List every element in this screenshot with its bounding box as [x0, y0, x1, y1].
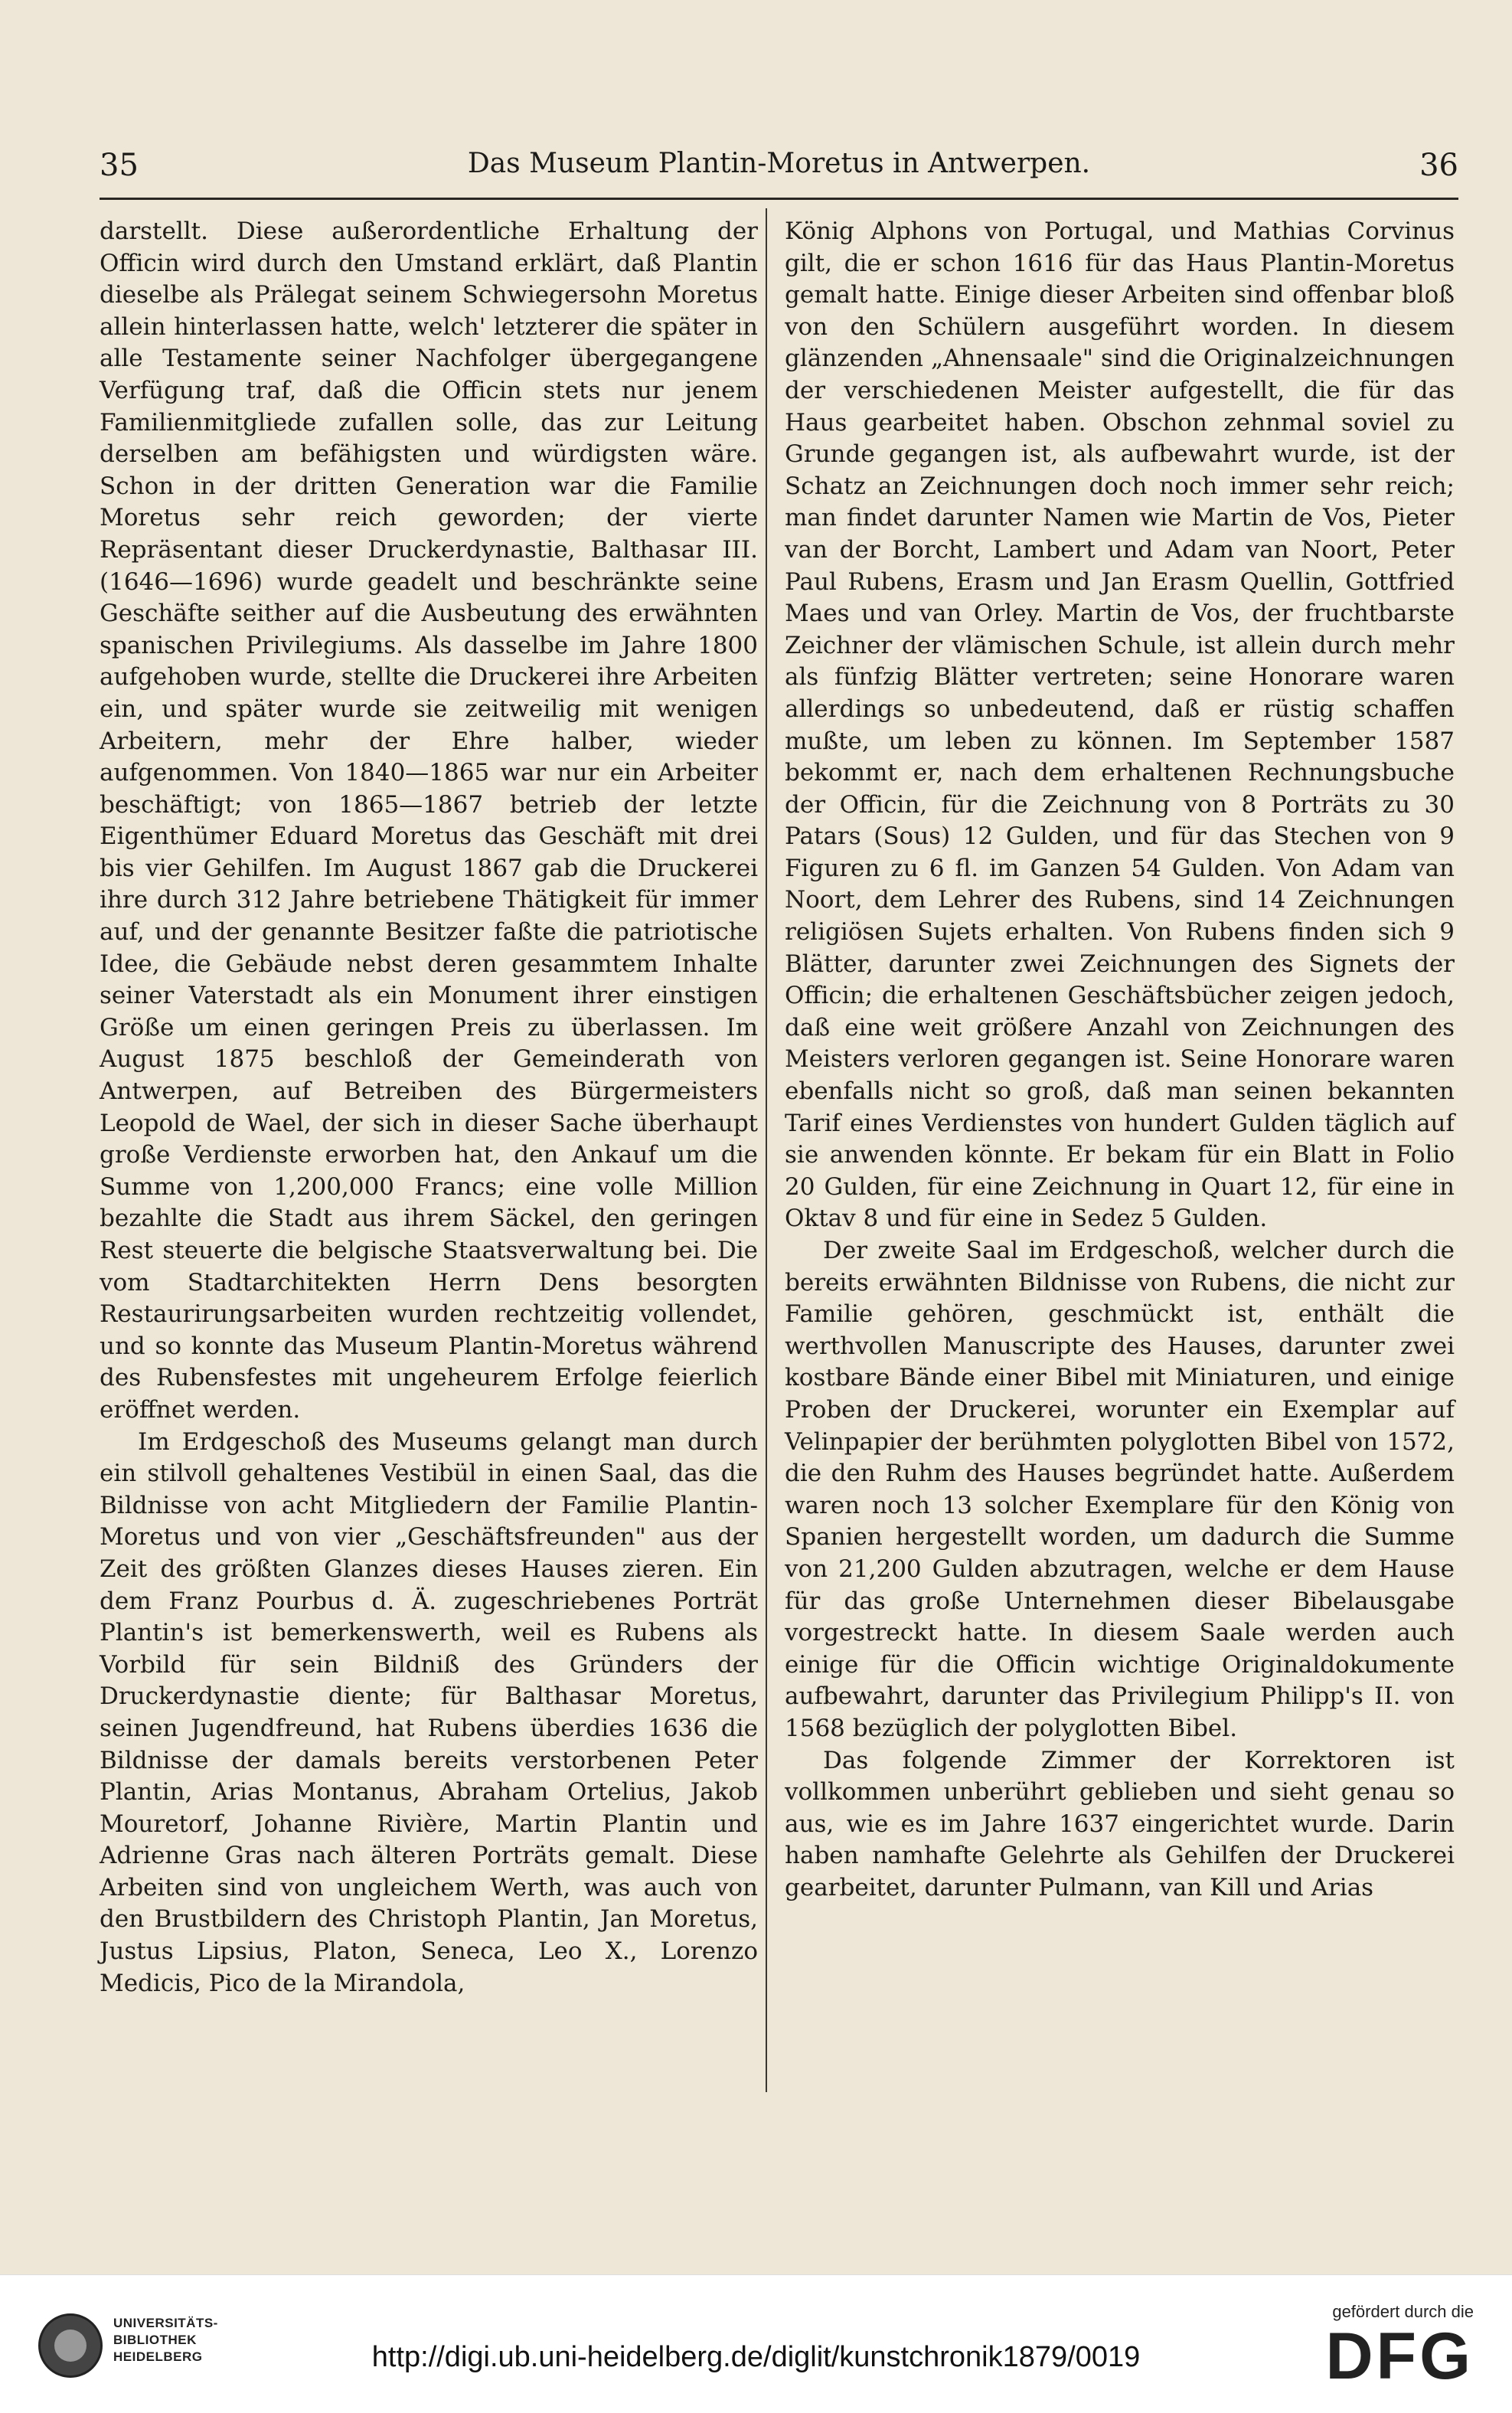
- column-divider: [766, 208, 767, 2092]
- source-url-link[interactable]: http://digi.ub.uni-heidelberg.de/diglit/kunstchronik1879/0019: [371, 2341, 1141, 2373]
- dfg-logo: DFG: [1325, 2320, 1474, 2393]
- left-paragraph-2: Im Erdgeschoß des Museums gelangt man durch ein stilvoll gehaltenes Vestibül in einen Saal, das die Bildnisse von acht Mitgliedern der Familie Plantin-Moretus und von vier „Geschäftsfreunden" aus der Zeit des größten Glanzes dieses Hauses zieren. Ein dem Franz Pourbus d. Ä. zugeschriebenes Porträt Plantin's ist bemerkenswerth, weil es Rubens als Vorbild für sein Bildniß des Gründers der Druckerdynastie diente; für Balthasar Moretus, seinen Jugendfreund, hat Rubens überdies 1636 die Bildnisse der damals bereits verstorbenen Peter Plantin, Arias Montanus, Abraham Ortelius, Jakob Mouretorf, Johanne Rivière, Martin Plantin und Adrienne Gras nach älteren Porträts gemalt. Diese Arbeiten sind von ungleichem Werth, was auch von den Brustbildern des Christoph Plantin, Jan Moretus, Justus Lipsius, Platon, Seneca, Leo X., Lorenzo Medicis, Pico de la Mirandola,: [100, 1427, 758, 1997]
- running-header: [100, 142, 1458, 188]
- left-paragraph-1: darstellt. Diese außerordentliche Erhaltung der Officin wird durch den Umstand erklärt, daß Plantin dieselbe als Prälegat seinem Schwiegersohn Moretus allein hinterlassen hatte, welch' letzterer die später in alle Testamente seiner Nachfolger übergegangene Verfügung traf, daß die Officin stets nur jenem Familienmitgliede zufallen solle, das zur Leitung derselben am befähigsten und würdigsten wäre. Schon in der dritten Generation war die Familie Moretus sehr reich geworden; der vierte Repräsentant dieser Druckerdynastie, Balthasar III. (1646—1696) wurde geadelt und beschränkte seine Geschäfte seither auf die Ausbeutung des erwähnten spanischen Privilegiums. Als dasselbe im Jahre 1800 aufgehoben wurde, stellte die Druckerei ihre Arbeiten ein, und später wurde sie zeitweilig mit wenigen Arbeitern, mehr der Ehre halber, wieder aufgenommen. Von 1840—1865 war nur ein Arbeiter beschäftigt; von 1865—1867 betrieb der letzte Eigenthümer Eduard Moretus das Geschäft mit drei bis vier Gehilfen. Im August 1867 gab die Druckerei ihre durch 312 Jahre betriebene Thätigkeit für immer auf, und der genannte Besitzer faßte die patriotische Idee, die Gebäude nebst deren gesammtem Inhalte seiner Vaterstadt als ein Monument ihrer einstigen Größe um einen geringen Preis zu überlassen. Im August 1875 beschloß der Gemeinderath von Antwerpen, auf Betreiben des Bürgermeisters Leopold de Wael, der sich in dieser Sache überhaupt große Verdienste erworben hat, den Ankauf um die Summe von 1,200,000 Francs; eine volle Million bezahlte die Stadt aus ihrem Säckel, den geringen Rest steuerte die belgische Staatsverwaltung bei. Die vom Stadtarchitekten Herrn Dens besorgten Restaurirungsarbeiten wurden rechtzeitig vollendet, und so konnte das Museum Plantin-Moretus während des Rubensfestes mit ungeheurem Erfolge feierlich eröffnet werden.: [100, 217, 758, 1424]
- page-number-left: 35: [100, 148, 139, 183]
- library-name: UNIVERSITÄTS- BIBLIOTHEK HEIDELBERG: [113, 2316, 218, 2364]
- funding-logo: [1244, 2302, 1474, 2394]
- header-rule: [100, 198, 1458, 200]
- left-column: [100, 216, 758, 1999]
- right-column: [785, 216, 1455, 1904]
- right-paragraph-3: Das folgende Zimmer der Korrektoren ist vollkommen unberührt geblieben und sieht genau so aus, wie es im Jahre 1637 eingerichtet wurde. Darin haben namhafte Gelehrte als Gehilfen der Druckerei gearbeitet, darunter Pulmann, van Kill und Arias: [785, 1746, 1455, 1901]
- footer-bar: [0, 2274, 1512, 2413]
- running-title: Das Museum Plantin-Moretus in Antwerpen.: [467, 148, 1091, 179]
- funding-caption: gefördert durch die: [1332, 2302, 1474, 2321]
- page-number-right: 36: [1419, 148, 1458, 183]
- right-paragraph-2: Der zweite Saal im Erdgeschoß, welcher durch die bereits erwähnten Bildnisse von Rubens, die nicht zur Familie gehören, geschmückt ist, enthält die werthvollen Manuscripte des Hauses, darunter zwei kostbare Bände einer Bibel mit Miniaturen, und einige Proben der Druckerei, worunter ein Exemplar auf Velinpapier der berühmten polyglotten Bibel von 1572, die den Ruhm des Hauses begründet hatte. Außerdem waren noch 13 solcher Exemplare für den König von Spanien hergestellt worden, um dadurch die Summe von 21,200 Gulden abzutragen, welche er dem Hause für das große Unternehmen dieser Bibelausgabe vorgestreckt hatte. In diesem Saale werden auch einige für die Officin wichtige Originaldokumente aufbewahrt, darunter das Privilegium Philipp's II. von 1568 bezüglich der polyglotten Bibel.: [785, 1237, 1455, 1742]
- right-paragraph-1: König Alphons von Portugal, und Mathias Corvinus gilt, die er schon 1616 für das Haus Plantin-Moretus gemalt hatte. Einige dieser Arbeiten sind offenbar bloß von den Schülern ausgeführt worden. In diesem glänzenden „Ahnensaale" sind die Originalzeichnungen der verschiedenen Meister aufgestellt, die für das Haus gearbeitet haben. Obschon zehnmal soviel zu Grunde gegangen ist, als aufbewahrt wurde, ist der Schatz an Zeichnungen doch noch immer sehr reich; man findet darunter Namen wie Martin de Vos, Pieter van der Borcht, Lambert und Adam van Noort, Peter Paul Rubens, Erasm und Jan Erasm Quellin, Gottfried Maes und van Orley. Martin de Vos, der fruchtbarste Zeichner der vlämischen Schule, ist allein durch mehr als fünfzig Blätter vertreten; seine Honorare waren allerdings so unbedeutend, daß er rüstig schaffen mußte, um leben zu können. Im September 1587 bekommt er, nach dem erhaltenen Rechnungsbuche der Officin, für die Zeichnung von 8 Porträts zu 30 Patars (Sous) 12 Gulden, und für das Stechen von 9 Figuren zu 6 fl. im Ganzen 54 Gulden. Von Adam van Noort, dem Lehrer des Rubens, sind 14 Zeichnungen religiösen Sujets erhalten. Von Rubens finden sich 9 Blätter, darunter zwei Zeichnungen des Signets der Officin; die erhaltenen Geschäftsbücher zeigen jedoch, daß eine weit größere Anzahl von Zeichnungen des Meisters verloren gegangen ist. Seine Honorare waren ebenfalls nicht so groß, daß man seinen bekannten Tarif eines Verdienstes von hundert Gulden täglich auf sie anwenden könnte. Er bekam für ein Blatt in Folio 20 Gulden, für eine Zeichnung in Quart 12, für eine in Oktav 8 und für eine in Sedez 5 Gulden.: [785, 217, 1455, 1233]
